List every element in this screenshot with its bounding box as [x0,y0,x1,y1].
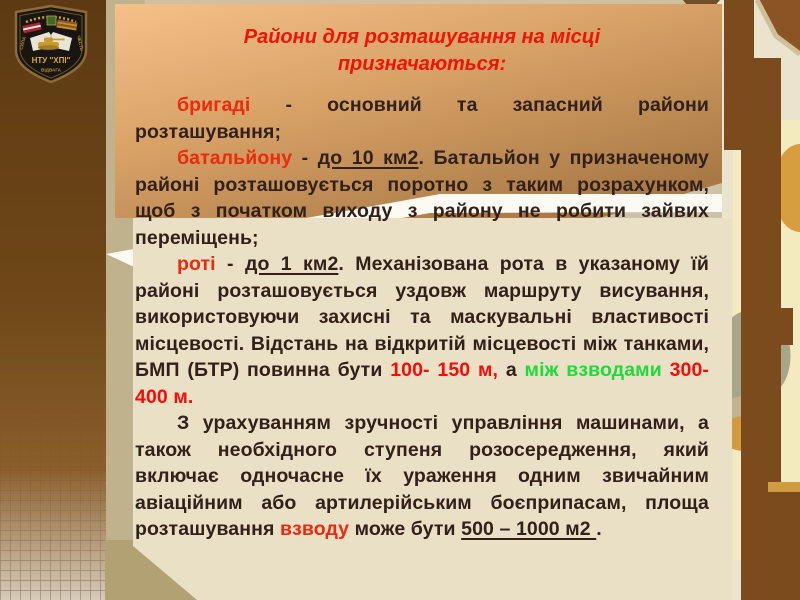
text-segment-label-red: взводу [279,518,350,540]
paragraph [135,92,709,145]
military-unit-badge [11,5,91,83]
text-segment-label-red: бригаді [177,94,251,116]
badge-university-label: НТУ "ХПІ" [31,56,71,65]
text-segment-text: - основний та запасний райони розташування; [135,94,709,143]
text-segment-underline: 500 – 1000 м2 [461,518,597,540]
text-segment-text: З урахуванням зручності управління машинами, а також необхідного ступеня розосередження, який включає одночасне їх ураження одним звичайним авіаційним або артилерійським боєприпасам, площа розташування [135,412,709,540]
paragraph [135,145,709,251]
text-segment-text: . Механізована рота в указаному їй районі розташовується уздовж маршруту висування, використовуючи захисні та маскувальні властивості місцевості. Відстань на відкритій місцевості між танками, БМП (БТР) повинна бути [135,253,709,381]
text-segment-text: . Батальйон у призначеному районі розташовується поротно з таким розрахунком, щоб з початком виходу з району не робити зайвих переміщень; [135,147,709,249]
paragraph [135,251,709,410]
text-block [135,24,709,543]
badge-left-motto: СИЛА [18,36,27,51]
left-band [0,0,106,600]
text-segment-green: між взводами [524,359,662,381]
text-segment-text: - [292,147,318,169]
text-segment-underline: до 1 км2 [244,253,339,275]
badge-bottom-motto: ВІДВАГА [41,67,61,73]
text-segment-underline: до 10 км2 [317,147,419,169]
text-segment-text: а [498,359,525,381]
slide-title [135,24,709,78]
text-segment-text: . [596,518,602,540]
text-segment-text: - [215,253,245,275]
text-segment-label-red: батальйону [177,147,293,169]
paragraph [135,410,709,543]
text-segment-text [662,359,670,381]
text-segment-value-red: 100- 150 м, [390,359,499,381]
text-segment-label-red: роті [177,253,216,275]
slide-title-line-2: призначаються: [337,53,507,75]
text-segment-value-red: 300-400 м. [135,359,710,408]
badge-right-motto: ЧЕСТЬ [76,35,85,52]
body-text [135,92,709,543]
text-segment-text: може бути [349,518,462,540]
badge-green-emblem [47,16,56,25]
slide-title-line-1: Райони для розташування на місці [243,26,601,48]
